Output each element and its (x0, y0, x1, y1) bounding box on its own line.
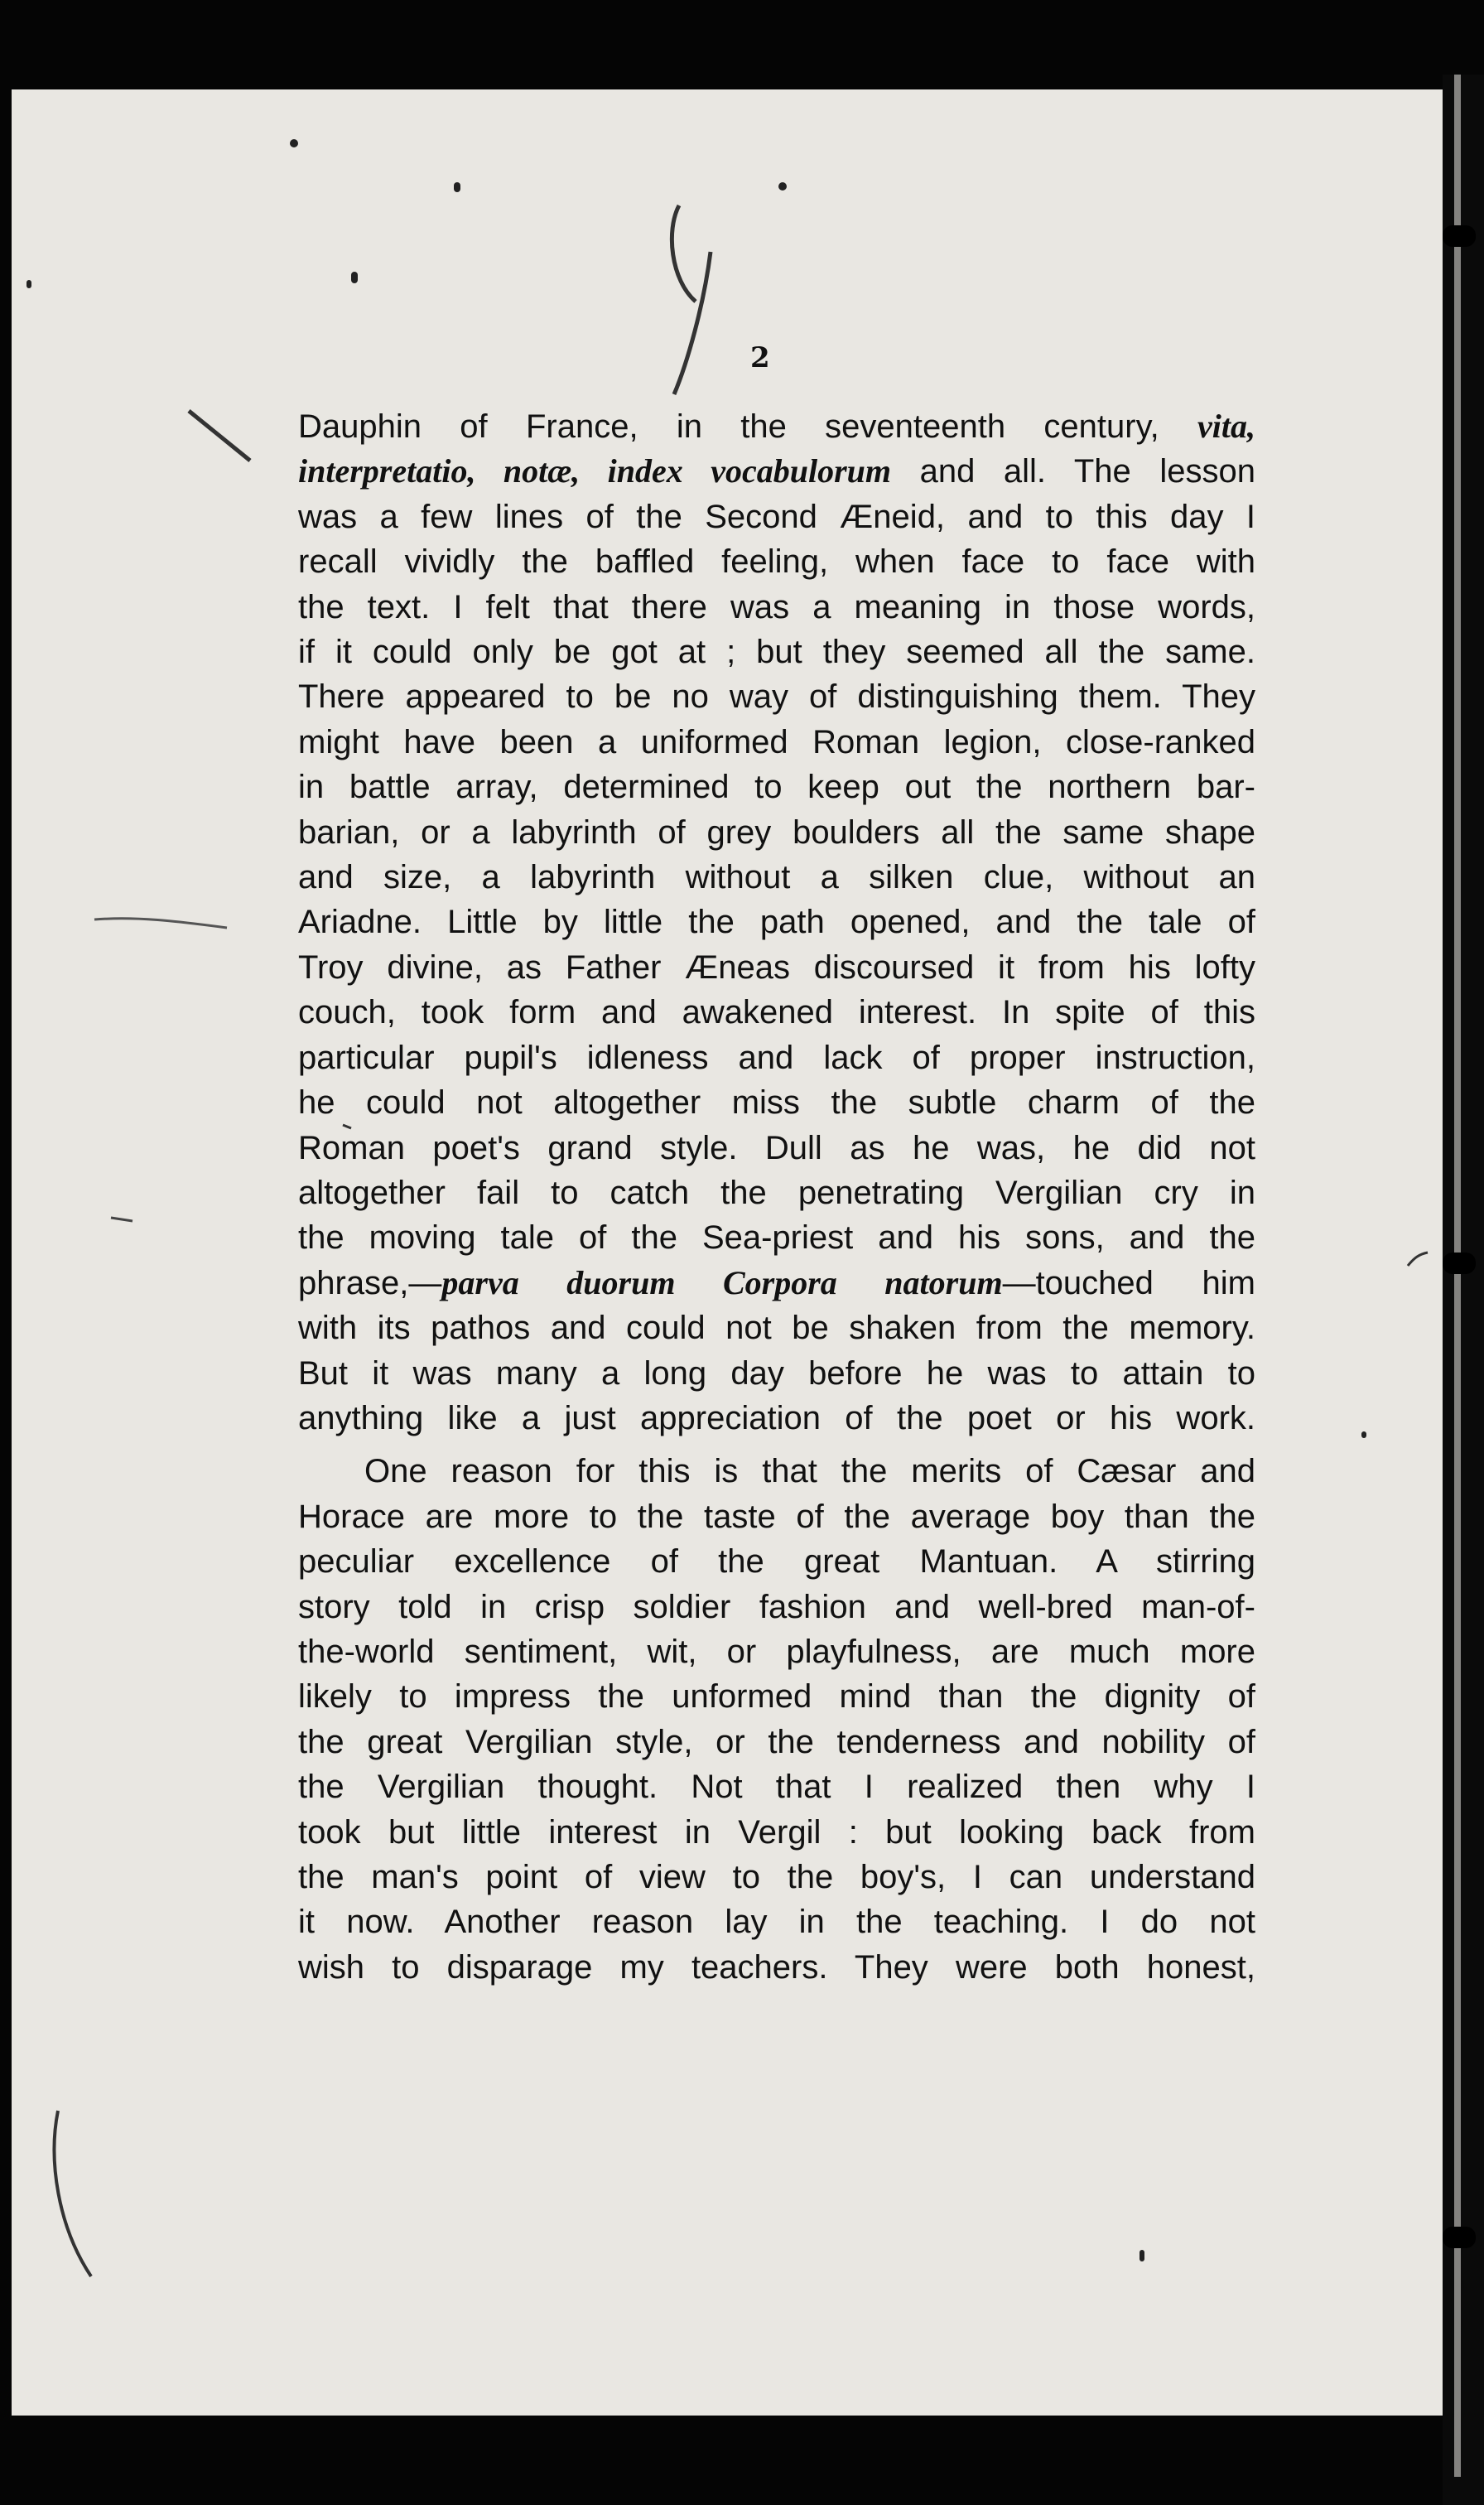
text-line: altogether fail to catch the penetrating Vergilian cry in (298, 1174, 1255, 1211)
binding-stitch (1443, 225, 1476, 247)
text-line: with its pathos and could not be shaken from the memory. (298, 1310, 1255, 1347)
text-line: phrase,—parva duorum Corpora natorum—touched him (298, 1263, 1255, 1301)
text-line: the Vergilian thought. Not that I realized then why I (298, 1769, 1255, 1806)
binding-line (1454, 75, 1461, 2477)
text-line: recall vividly the baffled feeling, when face to face with (298, 543, 1255, 581)
text-line: anything like a just appreciation of the poet or his work. (298, 1399, 1255, 1436)
text-line: might have been a uniformed Roman legion, close-ranked (298, 723, 1255, 760)
text-line: and size, a labyrinth without a silken clue, without an (298, 859, 1255, 896)
text-line: Ariadne. Little by little the path opened, and the tale of (298, 904, 1255, 941)
text-line: was a few lines of the Second Æneid, and to this day I (298, 498, 1255, 535)
text-line: the great Vergilian style, or the tenderness and nobility of (298, 1723, 1255, 1760)
text-line: There appeared to be no way of distinguishing them. They (298, 678, 1255, 716)
text-line: wish to disparage my teachers. They were both honest, (298, 1948, 1255, 1986)
text-line: took but little interest in Vergil : but looking back from (298, 1813, 1255, 1851)
text-line: he could not altogether miss the subtle charm of the (298, 1084, 1255, 1122)
text-line: it now. Another reason lay in the teaching. I do not (298, 1904, 1255, 1941)
text-line: story told in crisp soldier fashion and well-bred man-of- (298, 1588, 1255, 1625)
text-line: couch, took form and awakened interest. In spite of this (298, 994, 1255, 1031)
text-line: likely to impress the unformed mind than the dignity of (298, 1678, 1255, 1716)
text-line: Roman poet's grand style. Dull as he was, he did not (298, 1129, 1255, 1166)
text-line: if it could only be got at ; but they seemed all the same. (298, 634, 1255, 671)
binding-stitch (1443, 1252, 1476, 1274)
text-line: the man's point of view to the boy's, I can understand (298, 1859, 1255, 1895)
text-line: the moving tale of the Sea-priest and his sons, and the (298, 1219, 1255, 1257)
text-line: But it was many a long day before he was to attain to (298, 1354, 1255, 1392)
text-line: Dauphin of France, in the seventeenth century, vita, (298, 408, 1255, 445)
body-text (298, 404, 1255, 1990)
text-line: the text. I felt that there was a meaning in those words, (298, 588, 1255, 625)
text-line: peculiar excellence of the great Mantuan. A stirring (298, 1543, 1255, 1581)
page-number: 2 (750, 341, 770, 374)
binding-stitch (1443, 2227, 1476, 2248)
paragraph-gap (298, 1441, 1255, 1449)
text-line: interpretatio, notæ, index vocabulorum and all. The lesson (298, 452, 1255, 490)
text-line: the-world sentiment, wit, or playfulness, are much more (298, 1633, 1255, 1670)
text-line: Troy divine, as Father Æneas discoursed it from his lofty (298, 948, 1255, 986)
text-line: Horace are more to the taste of the average boy than the (298, 1498, 1255, 1535)
text-line: particular pupil's idleness and lack of proper instruction, (298, 1039, 1255, 1076)
text-line: in battle array, determined to keep out the northern bar- (298, 769, 1255, 806)
text-line: One reason for this is that the merits of Cæsar and (364, 1453, 1255, 1490)
text-line: barian, or a labyrinth of grey boulders all the same shape (298, 813, 1255, 851)
binding-edge (1443, 75, 1484, 2505)
